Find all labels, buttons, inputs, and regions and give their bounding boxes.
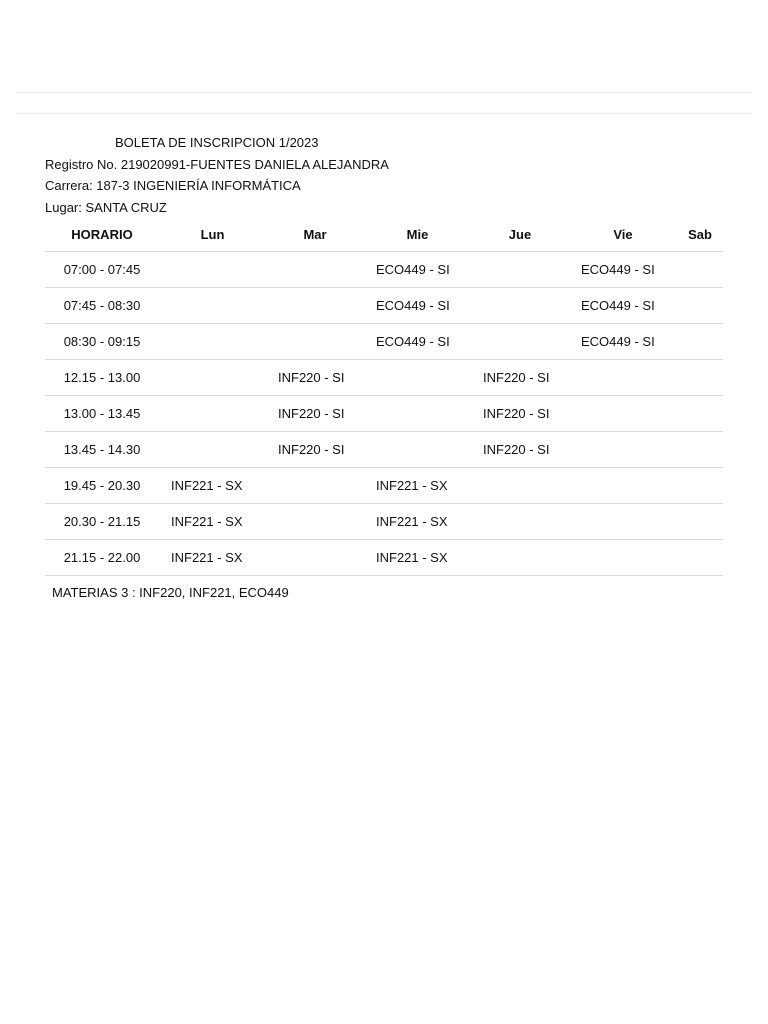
class-cell-mar: [266, 468, 364, 504]
table-row: [45, 540, 723, 576]
header-mie: Mie: [406, 226, 429, 242]
header-mar: Mar: [303, 226, 327, 242]
class-cell-mar: [266, 288, 364, 324]
document-title: BOLETA DE INSCRIPCION 1/2023: [115, 135, 319, 150]
class-cell-lun: [159, 360, 266, 396]
carrera-line: Carrera: 187-3 INGENIERÍA INFORMÁTICA: [45, 178, 301, 193]
class-cell-sab: [677, 468, 723, 504]
header-row: [45, 217, 723, 252]
document-header: [45, 132, 645, 218]
second-divider: [16, 113, 752, 114]
class-cell-mie: ECO449 - SI: [364, 252, 471, 288]
class-cell-vie: [569, 432, 677, 468]
schedule-body: [45, 252, 723, 576]
class-cell-mar: INF220 - SI: [266, 396, 364, 432]
header-sab: Sab: [688, 226, 712, 242]
class-cell-jue: [471, 288, 569, 324]
lugar-line: Lugar: SANTA CRUZ: [45, 199, 167, 215]
table-row: [45, 504, 723, 540]
class-cell-vie: ECO449 - SI: [569, 252, 677, 288]
class-cell-lun: [159, 396, 266, 432]
class-cell-mie: INF221 - SX: [364, 540, 471, 576]
class-cell-vie: ECO449 - SI: [569, 288, 677, 324]
class-cell-sab: [677, 504, 723, 540]
time-slot-cell: 12.15 - 13.00: [45, 360, 159, 396]
class-cell-jue: [471, 324, 569, 360]
table-row: [45, 396, 723, 432]
header-horario: HORARIO: [71, 226, 133, 242]
class-cell-mar: [266, 252, 364, 288]
table-row: [45, 288, 723, 324]
class-cell-mie: ECO449 - SI: [364, 324, 471, 360]
class-cell-jue: INF220 - SI: [471, 396, 569, 432]
class-cell-jue: [471, 540, 569, 576]
class-cell-mie: INF221 - SX: [364, 468, 471, 504]
class-cell-sab: [677, 252, 723, 288]
class-cell-mie: [364, 432, 471, 468]
class-cell-mar: [266, 540, 364, 576]
time-slot-cell: 13.00 - 13.45: [45, 396, 159, 432]
class-cell-mie: ECO449 - SI: [364, 288, 471, 324]
class-cell-sab: [677, 540, 723, 576]
class-cell-mar: INF220 - SI: [266, 360, 364, 396]
table-row: [45, 360, 723, 396]
header-lun: Lun: [200, 226, 225, 242]
time-slot-cell: 13.45 - 14.30: [45, 432, 159, 468]
class-cell-vie: [569, 396, 677, 432]
schedule-header: [45, 217, 723, 252]
class-cell-mar: INF220 - SI: [266, 432, 364, 468]
class-cell-sab: [677, 324, 723, 360]
materias-summary: MATERIAS 3 : INF220, INF221, ECO449: [52, 585, 289, 600]
class-cell-lun: [159, 432, 266, 468]
class-cell-lun: [159, 288, 266, 324]
class-cell-jue: INF220 - SI: [471, 432, 569, 468]
time-slot-cell: 19.45 - 20.30: [45, 468, 159, 504]
class-cell-lun: [159, 324, 266, 360]
class-cell-jue: [471, 252, 569, 288]
class-cell-vie: [569, 360, 677, 396]
class-cell-vie: ECO449 - SI: [569, 324, 677, 360]
class-cell-lun: [159, 252, 266, 288]
class-cell-mie: [364, 396, 471, 432]
time-slot-cell: 07:45 - 08:30: [45, 288, 159, 324]
class-cell-mar: [266, 324, 364, 360]
class-cell-mar: [266, 504, 364, 540]
class-cell-lun: INF221 - SX: [159, 504, 266, 540]
class-cell-vie: [569, 540, 677, 576]
class-cell-mie: [364, 360, 471, 396]
header-vie: Vie: [613, 226, 633, 242]
class-cell-lun: INF221 - SX: [159, 540, 266, 576]
time-slot-cell: 21.15 - 22.00: [45, 540, 159, 576]
class-cell-mie: INF221 - SX: [364, 504, 471, 540]
class-cell-jue: INF220 - SI: [471, 360, 569, 396]
class-cell-sab: [677, 288, 723, 324]
class-cell-lun: INF221 - SX: [159, 468, 266, 504]
time-slot-cell: 08:30 - 09:15: [45, 324, 159, 360]
header-jue: Jue: [508, 226, 532, 242]
top-divider: [16, 92, 752, 93]
table-row: [45, 432, 723, 468]
registro-line: Registro No. 219020991-FUENTES DANIELA ALEJANDRA: [45, 156, 389, 172]
table-row: [45, 468, 723, 504]
class-cell-sab: [677, 432, 723, 468]
class-cell-jue: [471, 504, 569, 540]
class-cell-vie: [569, 504, 677, 540]
class-cell-jue: [471, 468, 569, 504]
class-cell-sab: [677, 360, 723, 396]
table-row: [45, 252, 723, 288]
table-row: [45, 324, 723, 360]
class-cell-vie: [569, 468, 677, 504]
time-slot-cell: 07:00 - 07:45: [45, 252, 159, 288]
time-slot-cell: 20.30 - 21.15: [45, 504, 159, 540]
schedule-table: [45, 217, 723, 576]
class-cell-sab: [677, 396, 723, 432]
